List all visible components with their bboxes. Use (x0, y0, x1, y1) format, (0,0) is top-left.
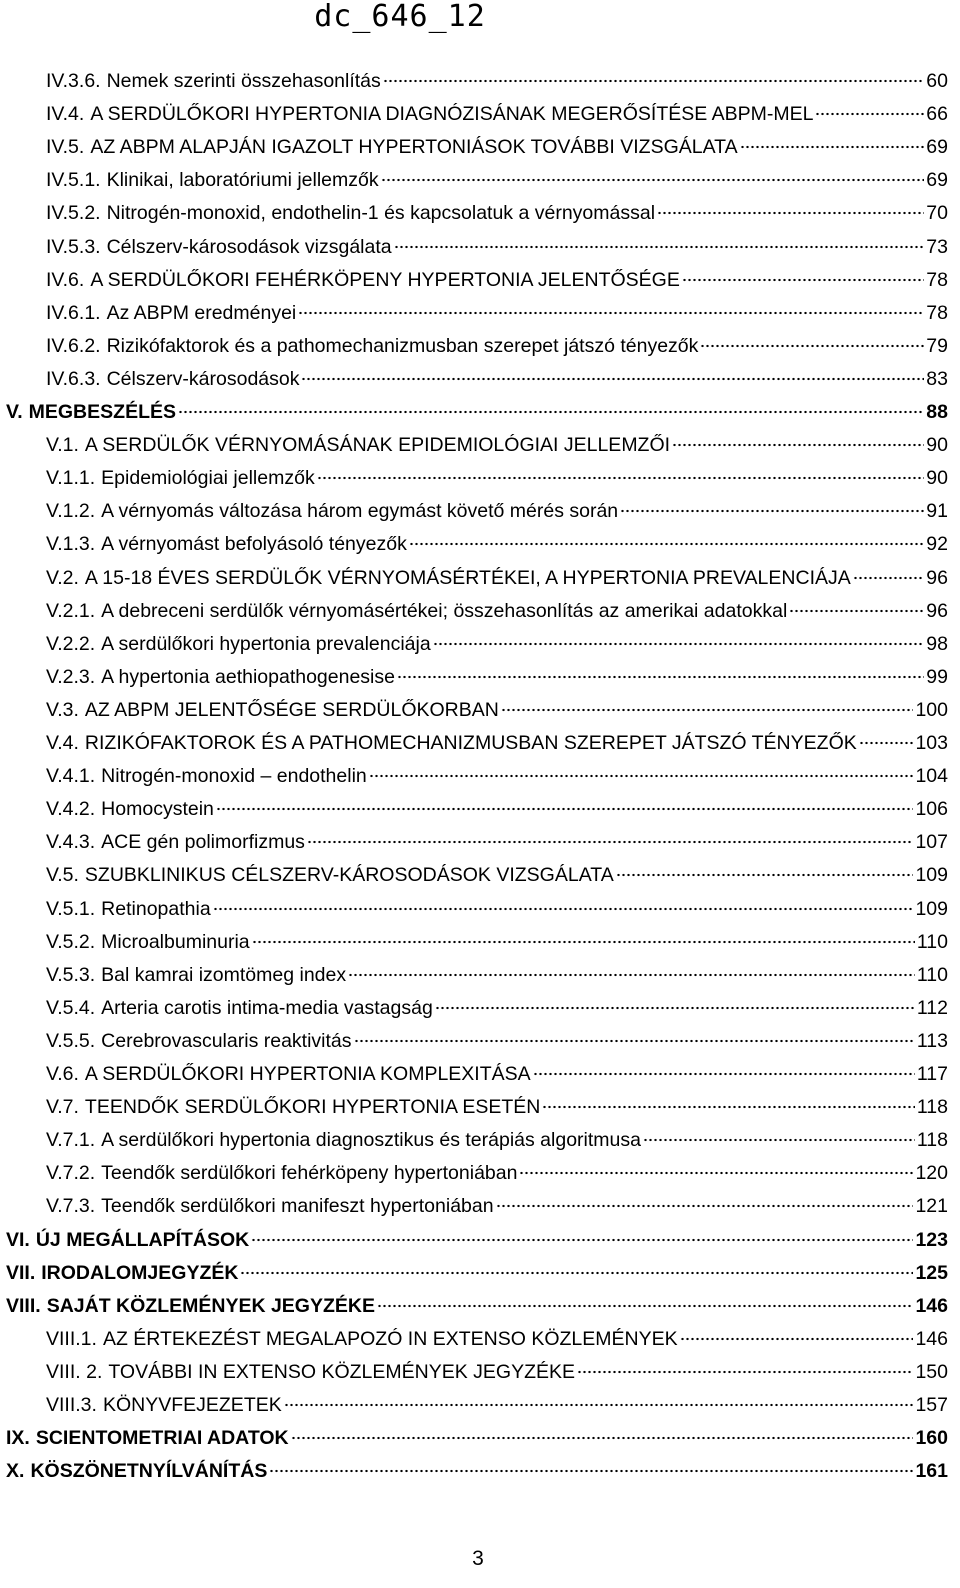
toc-entry[interactable] (0, 1256, 948, 1290)
toc-entry-page: 146 (915, 1294, 948, 1317)
toc-dot-leader (317, 476, 925, 480)
toc-entry-number: V.2. (46, 566, 79, 589)
toc-dot-leader (616, 873, 914, 877)
toc-entry-title: KÖSZÖNETNYÍLVÁNÍTÁS (30, 1460, 268, 1483)
toc-entry-title: Cerebrovascularis reaktivitás (101, 1029, 352, 1052)
toc-entry-number: V.7.1. (46, 1129, 96, 1152)
toc-entry-number: V.1.3. (46, 533, 96, 556)
toc-dot-leader (252, 940, 915, 944)
toc-entry[interactable] (0, 561, 948, 595)
toc-entry-page: 99 (926, 665, 948, 688)
toc-entry-number: IV.5.1. (46, 169, 101, 192)
toc-entry-title: SZUBKLINIKUS CÉLSZERV-KÁROSODÁSOK VIZSGÁLATA (84, 864, 614, 887)
toc-entry-title: RIZIKÓFAKTOROK ÉS A PATHOMECHANIZMUSBAN SZEREPET JÁTSZÓ TÉNYEZŐK (84, 732, 857, 754)
toc-entry[interactable] (0, 461, 948, 495)
toc-dot-leader (577, 1370, 913, 1374)
toc-entry-number: VIII. (6, 1294, 41, 1317)
toc-entry[interactable] (0, 958, 948, 992)
toc-dot-leader (859, 741, 914, 745)
toc-dot-leader (291, 1436, 914, 1440)
toc-entry-page: 109 (915, 864, 948, 887)
toc-dot-leader (433, 642, 925, 646)
toc-entry-number: IV.5.3. (46, 235, 101, 258)
toc-entry-title: A 15-18 ÉVES SERDÜLŐK VÉRNYOMÁSÉRTÉKEI, A HYPERTONIA PREVALENCIÁJA (84, 566, 851, 589)
toc-entry-page: 60 (926, 70, 948, 92)
toc-dot-leader (789, 609, 924, 613)
toc-entry-title: TOVÁBBI IN EXTENSO KÖZLEMÉNYEK JEGYZÉKE (108, 1360, 576, 1383)
toc-entry-number: VIII.3. (46, 1394, 97, 1416)
toc-entry-number: IX. (6, 1427, 30, 1450)
toc-entry-page: 96 (926, 566, 948, 589)
toc-dot-leader (409, 542, 924, 546)
toc-entry[interactable] (0, 362, 948, 396)
toc-entry-page: 98 (926, 632, 948, 655)
toc-entry[interactable] (0, 428, 948, 462)
toc-entry[interactable] (0, 64, 948, 98)
toc-entry[interactable] (0, 329, 948, 363)
toc-entry-number: VIII. 2. (46, 1360, 103, 1383)
toc-entry-title: KÖNYVFEJEZETEK (102, 1394, 282, 1416)
toc-dot-leader (381, 178, 925, 182)
toc-entry-title: Célszerv-károsodások (106, 367, 300, 390)
toc-entry-number: IV.5. (46, 136, 85, 159)
toc-dot-leader (435, 1006, 915, 1010)
toc-dot-leader (496, 1204, 914, 1208)
toc-entry-title: A vérnyomás változása három egymást követő mérés során (101, 500, 619, 523)
toc-entry-title: A SERDÜLŐKORI FEHÉRKÖPENY HYPERTONIA JELENTŐSÉGE (90, 268, 680, 291)
toc-entry-number: V.5.3. (46, 963, 96, 986)
toc-entry-title: Epidemiológiai jellemzők (101, 467, 315, 490)
toc-entry-number: IV.6. (46, 268, 85, 291)
toc-entry[interactable] (0, 1223, 948, 1257)
toc-dot-leader (740, 145, 925, 149)
toc-dot-leader (643, 1138, 915, 1142)
toc-entry-title: A hypertonia aethiopathogenesise (101, 665, 395, 688)
toc-entry-title: Célszerv-károsodások vizsgálata (106, 235, 392, 258)
toc-entry-title: AZ ABPM ALAPJÁN IGAZOLT HYPERTONIÁSOK TOVÁBBI VIZSGÁLATA (90, 136, 738, 159)
toc-entry-page: 100 (915, 698, 948, 721)
toc-entry[interactable] (0, 1289, 948, 1323)
toc-entry-page: 92 (926, 533, 948, 556)
toc-entry[interactable] (0, 494, 948, 528)
toc-entry-title: IRODALOMJEGYZÉK (41, 1261, 239, 1284)
toc-entry-page: 161 (915, 1460, 948, 1483)
toc-entry[interactable] (0, 1421, 948, 1455)
toc-entry-number: V.5.1. (46, 897, 96, 920)
toc-entry-number: V.4.2. (46, 798, 96, 821)
toc-entry[interactable] (0, 858, 948, 892)
toc-entry-page: 66 (926, 103, 948, 126)
toc-entry-title: Az ABPM eredményei (106, 301, 297, 324)
toc-entry-page: 83 (926, 367, 948, 390)
toc-entry-title: A SERDÜLŐKORI HYPERTONIA KOMPLEXITÁSA (84, 1063, 531, 1085)
toc-entry-number: V.1. (46, 434, 79, 457)
toc-entry-title: Nitrogén-monoxid, endothelin-1 és kapcsolatuk a vérnyomással (106, 202, 656, 225)
toc-entry[interactable] (0, 693, 948, 727)
toc-entry-page: 117 (916, 1063, 948, 1085)
toc-entry[interactable] (0, 163, 948, 197)
toc-entry-number: VI. (6, 1228, 30, 1251)
toc-entry-title: Arteria carotis intima-media vastagság (101, 996, 433, 1019)
toc-entry-page: 78 (926, 301, 948, 324)
toc-entry-number: IV.3.6. (46, 70, 101, 92)
toc-entry-page: 69 (926, 136, 948, 159)
toc-dot-leader (383, 79, 925, 83)
toc-entry-number: IV.5.2. (46, 202, 101, 225)
toc-dot-leader (700, 344, 924, 348)
toc-entry-number: V.7. (46, 1096, 79, 1119)
toc-entry-page: 123 (915, 1228, 948, 1251)
toc-entry-number: IV.6.1. (46, 301, 101, 324)
toc-entry-title: AZ ABPM JELENTŐSÉGE SERDÜLŐKORBAN (84, 698, 499, 721)
toc-entry[interactable] (0, 395, 948, 429)
toc-entry[interactable] (0, 594, 948, 628)
toc-entry-page: 120 (915, 1162, 948, 1185)
toc-entry-page: 110 (916, 963, 948, 986)
toc-entry-page: 109 (915, 897, 948, 920)
toc-entry-number: IV.6.2. (46, 334, 101, 357)
toc-entry-title: MEGBESZÉLÉS (28, 401, 176, 423)
toc-entry-page: 79 (926, 334, 948, 357)
toc-entry[interactable] (0, 627, 948, 661)
toc-entry-title: A serdülőkori hypertonia diagnosztikus és terápiás algoritmusa (101, 1129, 641, 1152)
toc-entry[interactable] (0, 130, 948, 164)
toc-entry-title: Microalbuminuria (101, 930, 250, 953)
toc-entry[interactable] (0, 825, 948, 859)
toc-dot-leader (213, 907, 914, 911)
toc-entry-page: 90 (926, 434, 948, 457)
toc-entry-page: 73 (926, 235, 948, 258)
toc-entry-number: V.5.2. (46, 930, 96, 953)
toc-entry-number: V.4. (46, 732, 79, 754)
toc-entry-page: 121 (915, 1195, 948, 1218)
toc-entry[interactable] (0, 892, 948, 926)
toc-dot-leader (269, 1469, 913, 1473)
toc-entry-number: V.5.4. (46, 996, 96, 1019)
document-id-header: dc_646_12 (314, 0, 486, 34)
toc-entry-page: 69 (926, 169, 948, 192)
toc-entry-number: V.1.2. (46, 500, 96, 523)
toc-entry-page: 90 (926, 467, 948, 490)
toc-entry-number: IV.4. (46, 103, 85, 126)
toc-entry[interactable] (0, 1057, 948, 1091)
toc-dot-leader (178, 410, 924, 414)
toc-entry-title: Nemek szerinti összehasonlítás (106, 70, 381, 92)
toc-entry-page: 118 (916, 1129, 948, 1152)
toc-entry-title: Bal kamrai izomtömeg index (101, 963, 347, 986)
toc-entry-title: A serdülőkori hypertonia prevalenciája (101, 632, 431, 655)
toc-entry-page: 103 (915, 732, 948, 754)
toc-dot-leader (298, 311, 924, 315)
toc-entry-title: SAJÁT KÖZLEMÉNYEK JEGYZÉKE (46, 1294, 375, 1317)
toc-entry-number: VIII.1. (46, 1327, 97, 1350)
toc-entry[interactable] (0, 792, 948, 826)
toc-dot-leader (682, 278, 924, 282)
toc-entry-title: Teendők serdülőkori fehérköpeny hypertoniában (101, 1162, 518, 1185)
toc-entry-number: V.6. (46, 1063, 79, 1085)
toc-entry-page: 146 (915, 1327, 948, 1350)
toc-dot-leader (533, 1072, 915, 1076)
toc-entry[interactable] (0, 726, 948, 760)
toc-entry-number: V.2.2. (46, 632, 96, 655)
toc-entry-page: 78 (926, 268, 948, 291)
page-number: 3 (472, 1547, 484, 1570)
toc-entry-title: Homocystein (101, 798, 214, 821)
toc-entry-page: 112 (916, 996, 948, 1019)
toc-entry-page: 113 (916, 1029, 948, 1052)
toc-entry-page: 70 (926, 202, 948, 225)
toc-dot-leader (620, 509, 924, 513)
toc-entry-title: AZ ÉRTEKEZÉST MEGALAPOZÓ IN EXTENSO KÖZLEMÉNYEK (102, 1327, 678, 1350)
toc-entry[interactable] (0, 759, 948, 793)
toc-entry[interactable] (0, 1388, 948, 1422)
toc-entry[interactable] (0, 263, 948, 297)
toc-dot-leader (369, 774, 914, 778)
toc-entry-number: V.5. (46, 864, 79, 887)
toc-dot-leader (377, 1304, 913, 1308)
toc-entry-number: V.7.3. (46, 1195, 96, 1218)
toc-entry-number: V.2.3. (46, 665, 96, 688)
toc-entry[interactable] (0, 196, 948, 230)
toc-entry[interactable] (0, 527, 948, 561)
toc-entry[interactable] (0, 1322, 948, 1356)
toc-dot-leader (501, 708, 914, 712)
toc-dot-leader (348, 973, 915, 977)
toc-dot-leader (853, 576, 925, 580)
toc-entry-number: X. (6, 1460, 25, 1483)
toc-entry-number: V. (6, 401, 23, 423)
toc-dot-leader (284, 1403, 914, 1407)
toc-entry[interactable] (0, 660, 948, 694)
toc-entry-page: 107 (915, 831, 948, 854)
toc-entry[interactable] (0, 1024, 948, 1058)
toc-entry-page: 125 (915, 1261, 948, 1284)
toc-entry[interactable] (0, 1189, 948, 1223)
toc-entry-title: SCIENTOMETRIAI ADATOK (35, 1427, 289, 1450)
toc-entry[interactable] (0, 1156, 948, 1190)
toc-entry[interactable] (0, 991, 948, 1025)
toc-entry-title: A SERDÜLŐK VÉRNYOMÁSÁNAK EPIDEMIOLÓGIAI JELLEMZŐI (84, 434, 671, 457)
toc-entry-page: 157 (915, 1394, 948, 1416)
toc-entry-page: 91 (926, 500, 948, 523)
toc-dot-leader (240, 1271, 913, 1275)
toc-entry[interactable] (0, 1123, 948, 1157)
toc-entry-title: Rizikófaktorok és a pathomechanizmusban szerepet játszó tényezők (106, 334, 699, 357)
toc-entry-page: 106 (915, 798, 948, 821)
toc-dot-leader (657, 211, 924, 215)
toc-entry-title: A SERDÜLŐKORI HYPERTONIA DIAGNÓZISÁNAK MEGERŐSÍTÉSE ABPM-MEL (90, 103, 814, 126)
toc-entry-number: V.3. (46, 698, 79, 721)
toc-entry-title: A debreceni serdülők vérnyomásértékei; összehasonlítás az amerikai adatokkal (101, 599, 788, 622)
toc-entry-title: TEENDŐK SERDÜLŐKORI HYPERTONIA ESETÉN (84, 1096, 541, 1119)
toc-entry-number: V.4.3. (46, 831, 96, 854)
toc-entry-number: VII. (6, 1261, 36, 1284)
toc-entry-page: 110 (916, 930, 948, 953)
toc-entry-page: 96 (926, 599, 948, 622)
toc-dot-leader (216, 807, 914, 811)
toc-entry-title: Nitrogén-monoxid – endothelin (101, 765, 367, 788)
toc-entry[interactable] (0, 97, 948, 131)
toc-entry-page: 160 (915, 1427, 948, 1450)
toc-dot-leader (519, 1171, 913, 1175)
toc-entry-number: V.7.2. (46, 1162, 96, 1185)
toc-dot-leader (397, 675, 924, 679)
toc-dot-leader (251, 1238, 913, 1242)
toc-entry[interactable] (0, 925, 948, 959)
toc-entry-number: V.2.1. (46, 599, 96, 622)
toc-entry-title: Klinikai, laboratóriumi jellemzők (106, 169, 379, 192)
toc-entry-number: V.4.1. (46, 765, 96, 788)
toc-entry[interactable] (0, 1090, 948, 1124)
toc-dot-leader (542, 1105, 915, 1109)
toc-dot-leader (815, 112, 924, 116)
toc-entry-title: Retinopathia (101, 897, 211, 920)
toc-entry-title: A vérnyomást befolyásoló tényezők (101, 533, 407, 556)
toc-entry[interactable] (0, 1355, 948, 1389)
toc-entry-number: V.1.1. (46, 467, 96, 490)
toc-entry[interactable] (0, 230, 948, 264)
toc-dot-leader (354, 1039, 915, 1043)
toc-entry-number: IV.6.3. (46, 367, 101, 390)
toc-entry[interactable] (0, 296, 948, 330)
toc-entry-page: 118 (916, 1096, 948, 1119)
toc-dot-leader (394, 245, 925, 249)
toc-dot-leader (307, 840, 914, 844)
toc-entry-page: 88 (926, 401, 948, 423)
toc-entry[interactable] (0, 1454, 948, 1488)
toc-entry-page: 150 (915, 1360, 948, 1383)
toc-entry-title: Teendők serdülőkori manifeszt hypertoniában (101, 1195, 494, 1218)
toc-entry-number: V.5.5. (46, 1029, 96, 1052)
toc-dot-leader (301, 377, 924, 381)
toc-dot-leader (672, 443, 924, 447)
toc-entry-page: 104 (915, 765, 948, 788)
toc-dot-leader (680, 1337, 914, 1341)
toc-entry-title: ACE gén polimorfizmus (101, 831, 305, 854)
toc-entry-title: ÚJ MEGÁLLAPÍTÁSOK (35, 1228, 250, 1251)
